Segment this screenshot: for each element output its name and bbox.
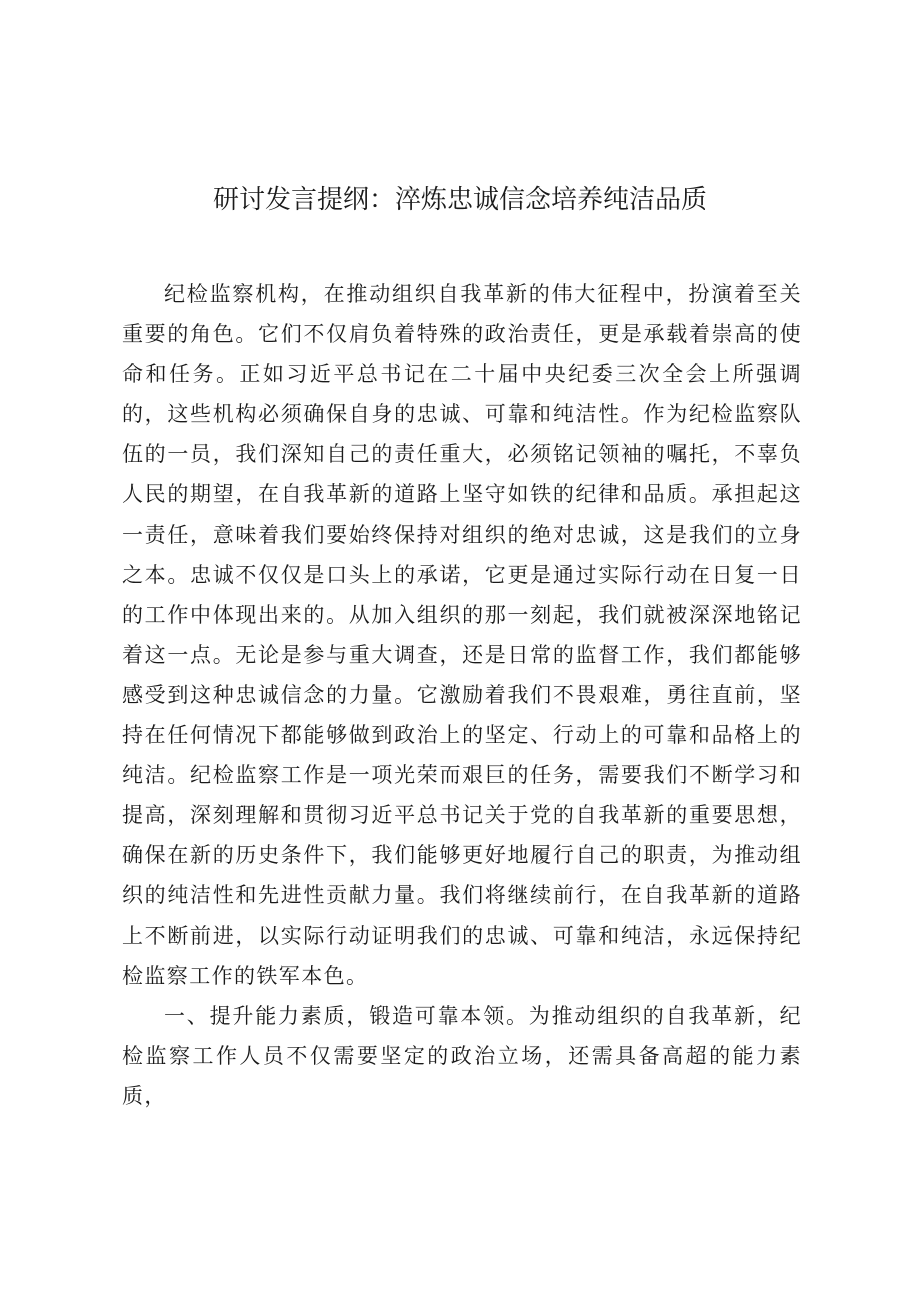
paragraph-intro: 纪检监察机构，在推动组织自我革新的伟大征程中，扮演着至关重要的角色。它们不仅肩负着特殊的政治责任，更是承载着崇高的使命和任务。正如习近平总书记在二十届中央纪委三次全会上所强调的，这些机构必须确保自身的忠诚、可靠和纯洁性。作为纪检监察队伍的一员，我们深知自己的责任重大，必须铭记领袖的嘱托，不辜负人民的期望，在自我革新的道路上坚守如铁的纪律和品质。承担起这一责任，意味着我们要始终保持对组织的绝对忠诚，这是我们的立身之本。忠诚不仅仅是口头上的承诺，它更是通过实际行动在日复一日的工作中体现出来的。从加入组织的那一刻起，我们就被深深地铭记着这一点。无论是参与重大调查，还是日常的监督工作，我们都能够感受到这种忠诚信念的力量。它激励着我们不畏艰难，勇往直前，坚持在任何情况下都能够做到政治上的坚定、行动上的可靠和品格上的纯洁。纪检监察工作是一项光荣而艰巨的任务，需要我们不断学习和提高，深刻理解和贯彻习近平总书记关于党的自我革新的重要思想，确保在新的历史条件下，我们能够更好地履行自己的职责，为推动组织的纯洁性和先进性贡献力量。我们将继续前行，在自我革新的道路上不断前进，以实际行动证明我们的忠诚、可靠和纯洁，永远保持纪检监察工作的铁军本色。 bbox=[122, 282, 802, 988]
document-body bbox=[122, 274, 802, 1116]
paragraph-section-one: 一、提升能力素质，锻造可靠本领。为推动组织的自我革新，纪检监察工作人员不仅需要坚定的政治立场，还需具备高超的能力素质， bbox=[122, 1003, 802, 1108]
document-title: 研讨发言提纲：淬炼忠诚信念培养纯洁品质 bbox=[212, 185, 707, 215]
